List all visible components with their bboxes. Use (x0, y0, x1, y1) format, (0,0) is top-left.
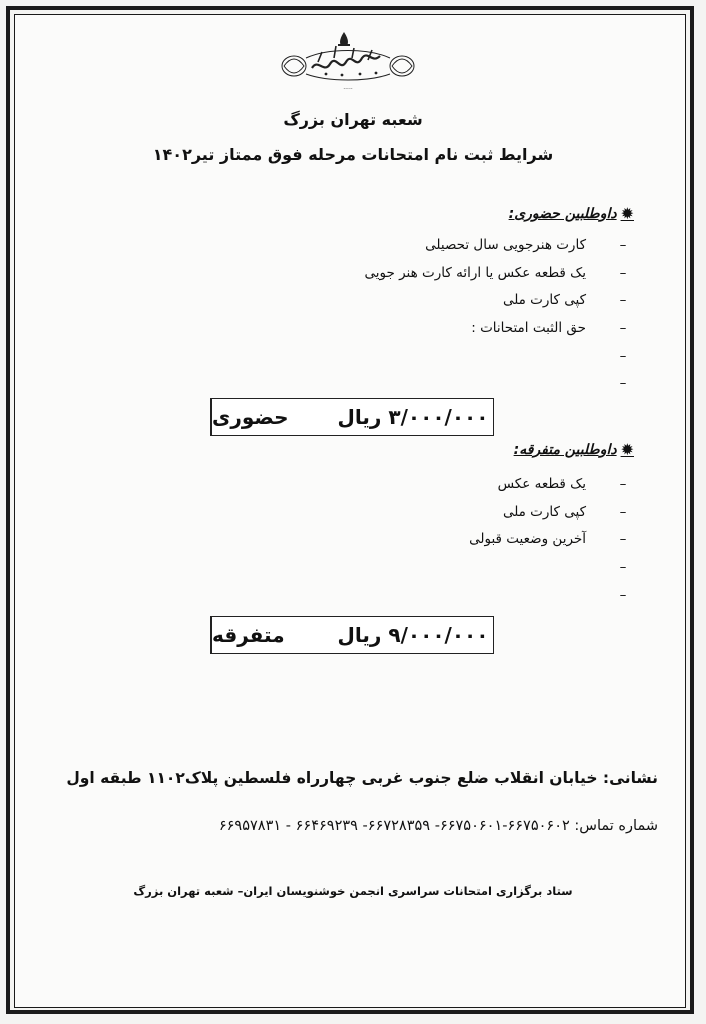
external-list (469, 471, 627, 609)
list-item: – (619, 586, 627, 603)
list-item: – حق الثبت امتحانات : (471, 320, 627, 337)
fee-label: حضوری (211, 399, 333, 435)
page-title: شرایط ثبت نام امتحانات مرحله فوق ممتاز تیر۱۴۰۲ (152, 145, 554, 164)
star-burst-icon: ✹ (620, 204, 634, 223)
branch-title: شعبه تهران بزرگ (283, 110, 423, 129)
list-item: – (619, 347, 627, 364)
list-item: – (619, 559, 627, 576)
fee-label: متفرقه (211, 617, 333, 653)
external-fee-box (210, 616, 494, 654)
list-item: – (619, 375, 627, 392)
logo-caption: ····· (343, 86, 353, 93)
in-person-heading (509, 206, 634, 222)
list-item: – کپی کارت ملی (502, 292, 627, 309)
list-item: – آخرین وضعیت قبولی (469, 531, 627, 548)
list-item: – کپی کارت ملی (502, 503, 627, 520)
fee-amount: ۳/۰۰۰/۰۰۰ ریال (337, 405, 489, 429)
list-item: – کارت هنرجویی سال تحصیلی (425, 237, 627, 253)
list-item: – یک قطعه عکس یا ارائه کارت هنر جویی (364, 264, 627, 281)
external-heading (514, 442, 634, 458)
in-person-heading-text: داوطلبین حضوری: (508, 206, 617, 222)
footer-text: ستاد برگزاری امتحانات سراسری انجمن خوشنویسان ایران– شعبه تهران بزرگ (133, 884, 573, 898)
in-person-list (364, 232, 627, 398)
fee-amount: ۹/۰۰۰/۰۰۰ ریال (337, 623, 489, 647)
calligraphy-logo-icon (278, 28, 418, 86)
address: نشانی: خیابان انقلاب ضلع جنوب غربی چهارراه فلسطین پلاک۱۱۰۲ طبقه اول (66, 769, 658, 787)
in-person-fee-box (210, 398, 494, 436)
star-burst-icon: ✹ (620, 440, 634, 459)
list-item: – یک قطعه عکس (497, 476, 627, 492)
external-heading-text: داوطلبین متفرقه: (513, 442, 617, 458)
phone-numbers: شماره تماس: ۶۶۷۵۰۶۰۲-۶۶۷۵۰۶۰۱- ۶۶۷۲۸۳۵۹- ۶۶۴۶۹۲۳۹ - ۶۶۹۵۷۸۳۱ (218, 818, 658, 834)
